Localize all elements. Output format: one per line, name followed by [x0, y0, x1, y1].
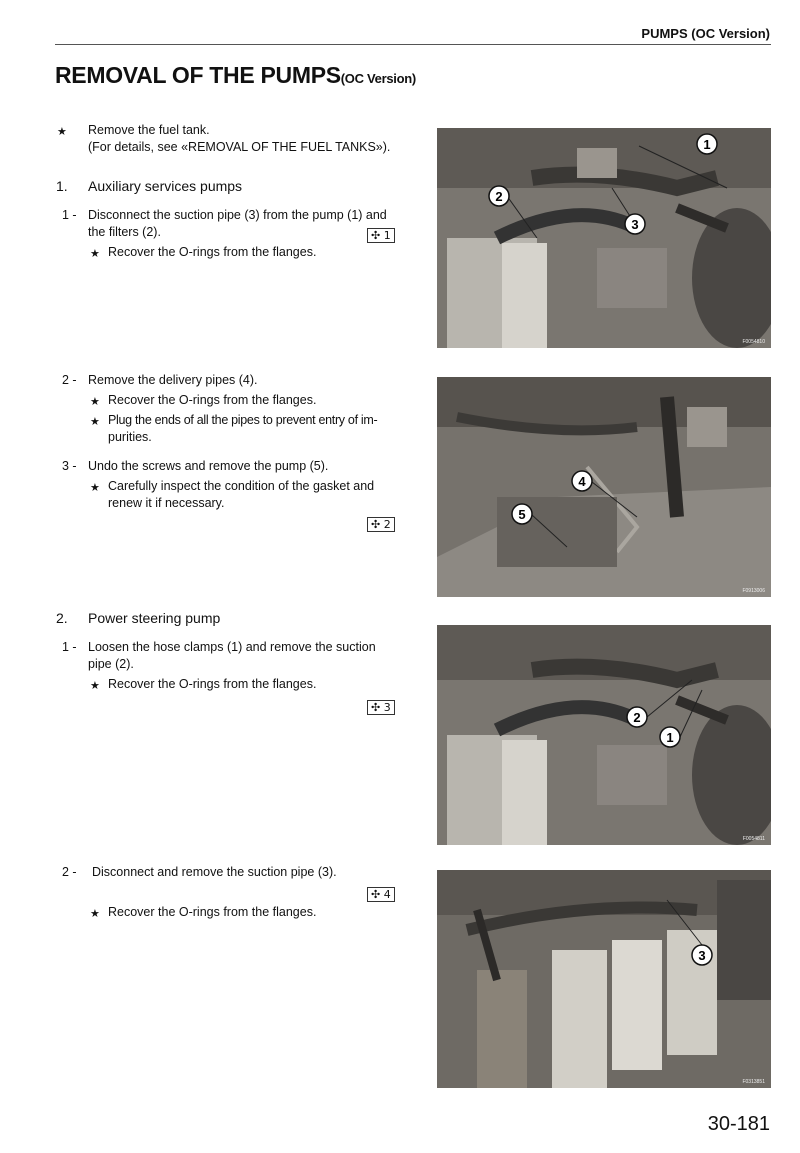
note-text: Recover the O-rings from the flanges.: [108, 677, 317, 691]
engine-photo-auxiliary-pumps: [437, 128, 771, 348]
star-icon: ★: [90, 395, 100, 408]
step-number: 3 -: [62, 459, 77, 473]
intro-line-1: Remove the fuel tank.: [88, 123, 210, 137]
engine-photo-suction-pipe: [437, 870, 771, 1088]
callout-label: 3: [631, 217, 639, 232]
crosshair-icon: ✣: [371, 888, 381, 901]
note-text: Recover the O-rings from the flanges.: [108, 245, 317, 259]
section-header: PUMPS (OC Version): [641, 26, 770, 41]
page-title: [55, 62, 416, 89]
note-text: Recover the O-rings from the flanges.: [108, 393, 317, 407]
star-icon: ★: [57, 125, 67, 138]
step-text: Loosen the hose clamps (1) and remove the suction: [88, 640, 376, 654]
star-icon: ★: [90, 679, 100, 692]
section-2-heading: Power steering pump: [88, 610, 221, 626]
callout-label: 2: [495, 189, 503, 204]
star-icon: ★: [90, 907, 100, 920]
step-text: Disconnect and remove the suction pipe (3).: [92, 865, 337, 879]
section-1-heading: Auxiliary services pumps: [88, 178, 243, 194]
callout-label: 1: [666, 730, 674, 745]
intro-line-2: (For details, see «REMOVAL OF THE FUEL TANKS»).: [88, 140, 391, 154]
reference-marker: ✣ 2: [367, 517, 395, 532]
photo-code: F0054811: [742, 836, 765, 842]
note-text: Recover the O-rings from the flanges.: [108, 905, 317, 919]
callout-label: 2: [633, 710, 641, 725]
star-icon: ★: [90, 247, 100, 260]
reference-marker: ✣ 4: [367, 887, 395, 902]
star-icon: ★: [90, 415, 100, 428]
crosshair-icon: ✣: [371, 518, 381, 531]
reference-marker: ✣ 1: [367, 228, 395, 243]
step-number: 2 -: [62, 373, 77, 387]
star-icon: ★: [90, 481, 100, 494]
step-text: Undo the screws and remove the pump (5).: [88, 459, 329, 473]
step-number: 2 -: [62, 865, 77, 879]
crosshair-icon: ✣: [371, 701, 381, 714]
title-main: REMOVAL OF THE PUMPS: [55, 62, 341, 88]
note-text: purities.: [108, 430, 152, 444]
step-number: 1 -: [62, 208, 77, 222]
section-1-number: 1.: [56, 178, 68, 194]
callout-label: 1: [703, 137, 711, 152]
title-sub: (OC Version): [340, 71, 416, 86]
crosshair-icon: ✣: [371, 229, 381, 242]
photo-code: F0054810: [742, 339, 765, 345]
engine-photo-delivery-pipes: [437, 377, 771, 597]
reference-marker: ✣ 3: [367, 700, 395, 715]
callout-label: 3: [698, 948, 706, 963]
callout-label: 4: [578, 474, 586, 489]
engine-photo-power-steering-pump: [437, 625, 771, 845]
callout-label: 5: [518, 507, 526, 522]
step-text: Remove the delivery pipes (4).: [88, 373, 258, 387]
step-text: pipe (2).: [88, 657, 134, 671]
note-text: Plug the ends of all the pipes to prevent entry of im-: [108, 413, 378, 427]
photo-code: F0913006: [742, 588, 765, 594]
step-text: the filters (2).: [88, 225, 161, 239]
step-number: 1 -: [62, 640, 77, 654]
photo-code: F0313851: [742, 1079, 765, 1085]
section-2-number: 2.: [56, 610, 68, 626]
step-text: Disconnect the suction pipe (3) from the pump (1) and: [88, 208, 387, 222]
header-divider: [55, 44, 771, 45]
note-text: Carefully inspect the condition of the gasket and: [108, 479, 375, 493]
page-number: 30-181: [707, 1113, 770, 1135]
note-text: renew it if necessary.: [108, 496, 225, 510]
